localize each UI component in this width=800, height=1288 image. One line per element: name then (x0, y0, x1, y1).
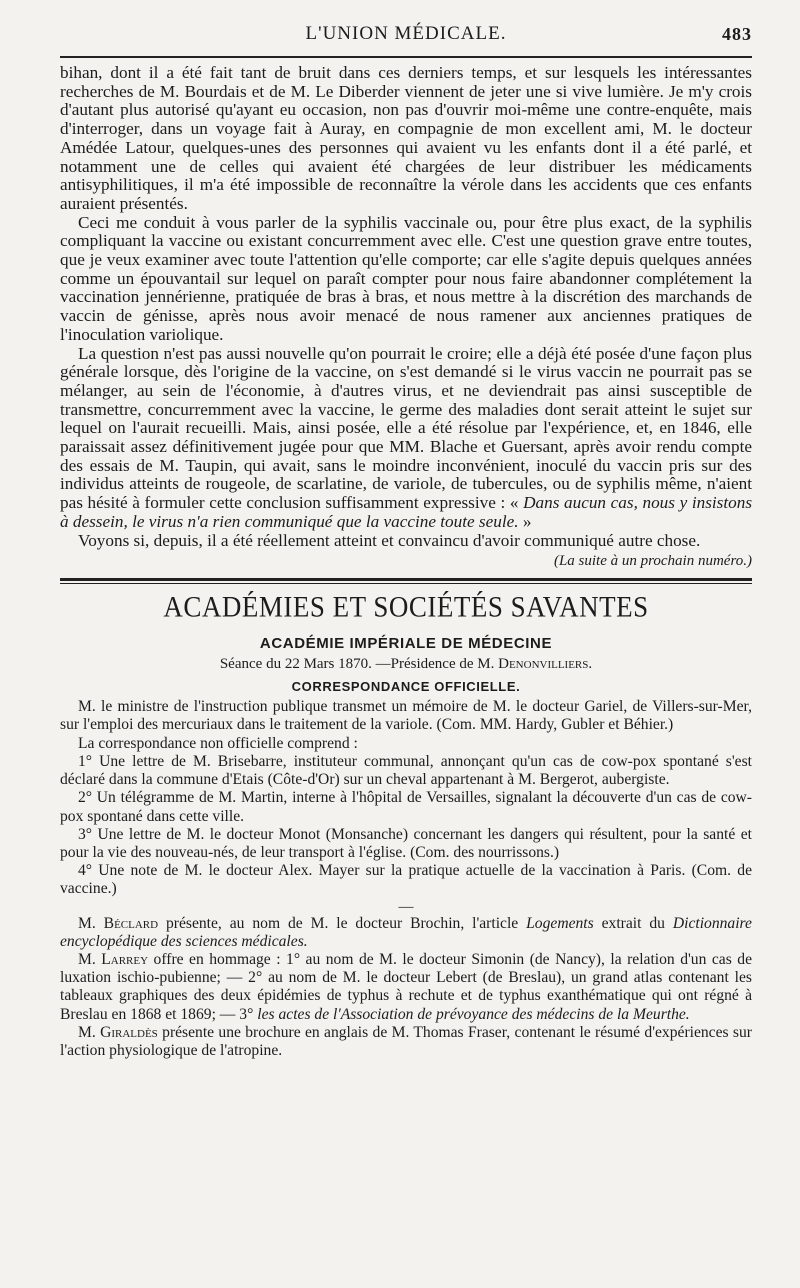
section-title: ACADÉMIES ET SOCIÉTÉS SAVANTES (163, 591, 649, 624)
president-name: Denonvilliers. (498, 656, 593, 673)
seance-line (60, 654, 752, 674)
separator-dash: — (398, 898, 414, 915)
running-head (60, 18, 752, 50)
giraldes-name: Giraldès (100, 1023, 158, 1041)
article-paragraph-3 (60, 345, 752, 532)
page-number: 483 (722, 24, 752, 44)
article-paragraph-4: Voyons si, depuis, il a été réellement atteint et convaincu d'avoir communiqué autre chose. (78, 530, 701, 550)
header-rule (60, 56, 752, 58)
larrey-paragraph: M. Larrey offre en hommage : 1° au nom de M. le docteur Simonin (de Nancy), la relation d'un cas de luxation ischio-pubienne; — 2° au nom de M. le docteur Lebert (de Breslau), un grand atlas contenant les tableaux graphiques des deux épidémies de typhus à rechute et de typhus exanthématique qui ont régné à Breslau en 1868 et 1869; — 3° les actes de l'Association de prévoyance des médecins de la Meurthe. (60, 950, 752, 1023)
correspondence-item-3: 3° Une lettre de M. le docteur Monot (Monsanche) concernant les dangers qui résultent, pour la santé et pour la vie des nouveau-nés, de leur transport à l'église. (Com. des nourrissons.) (60, 825, 752, 861)
official-correspondence: M. le ministre de l'instruction publique transmet un mémoire de M. le docteur Gariel, de Villers-sur-Mer, sur l'emploi des mercuriaux dans le traitement de la variole. (Com. MM. Hardy, Gubler et Béhier.) (60, 698, 752, 734)
section-divider (60, 578, 752, 584)
paragraph-3-quote: Dans aucun cas, nous y insistons à dessein, le virus n'a rien communiqué que la vaccine toute seule. (60, 493, 753, 531)
correspondence-heading: CORRESPONDANCE OFFICIELLE. (291, 679, 521, 695)
beclard-name: Béclard (103, 914, 159, 932)
article-paragraph-1: bihan, dont il a été fait tant de bruit dans ces derniers temps, et sur lesquels les intéressantes recherches de M. Bourdais et de M. Le Diberder viennent de jeter une si vive lumière. Je m'y crois d'autant plus autorisé qu'ayant eu occasion, non pas d'ouvrir moi-même une contre-enquête, mais d'interroger, dans un voyage fait à Auray, en compagnie de mon excellent ami, M. le docteur Amédée Latour, quelques-unes des personnes qui avaient vu les enfants dont il a été parlé, et notamment une de celles qui avaient été chargées de leur distribuer les médicaments antisyphilitiques, il m'a été impossible de reconnaître la vérole dans les accidents que ces enfants auraient présentés. (60, 63, 752, 213)
beclard-paragraph: M. Béclard présente, au nom de M. le docteur Brochin, l'article Logements extrait du Dictionnaire encyclopédique des sciences médicales. (60, 914, 752, 950)
correspondence-item-2: 2° Un télégramme de M. Martin, interne à l'hôpital de Versailles, signalant la découverte d'un cas de cow-pox spontané dans cette ville. (60, 789, 752, 825)
larrey-name: Larrey (101, 950, 149, 968)
correspondence-item-1: 1° Une lettre de M. Brisebarre, instituteur communal, annonçant qu'un cas de cow-pox spontané s'est déclaré dans la commune d'Etais (Côte-d'Or) sur un cheval appartenant à M. Bergerot, aubergiste. (60, 752, 752, 789)
running-title: L'UNION MÉDICALE. (305, 23, 507, 44)
article-body (60, 64, 752, 570)
seance-text: Séance du 22 Mars 1870. —Présidence de M. (219, 656, 495, 673)
correspondence-item-4: 4° Une note de M. le docteur Alex. Mayer sur la pratique actuelle de la vaccination à Paris. (Com. de vaccine.) (60, 862, 752, 898)
proceedings-body (60, 698, 752, 1060)
article-paragraph-2: Ceci me conduit à vous parler de la syphilis vaccinale ou, pour être plus exact, de la syphilis compliquant la vaccine ou existant concurremment avec elle. C'est une question grave entre toutes, que je veux examiner avec toute l'attention qu'elle comporte; car elle s'agite depuis quelques années comme un épouvantail sur lequel on paraît compter pour nous faire abandonner complétement la vaccination jennérienne, pratiquée de bras à bras, et nous mettre à la discrétion des marchands de vaccin de génisse, après nous avoir menacé de nous ramener aux anciennes pratiques de l'inoculation variolique. (60, 212, 752, 344)
nonofficial-intro: La correspondance non officielle comprend : (78, 734, 358, 752)
paragraph-3-close: » (522, 511, 532, 531)
continued-note: (La suite à un prochain numéro.) (553, 553, 752, 570)
paragraph-3-text: La question n'est pas aussi nouvelle qu'on pourrait le croire; elle a déjà été posée d'une façon plus générale lorsque, dès l'origine de la vaccine, on s'est demandé si le virus vaccin ne pourrait pas se mélanger, au sein de l'économie, à d'autres virus, et ne deviendrait pas ainsi susceptible de transmettre, concurremment avec la vaccine, le germe des maladies dont serait atteint le sujet sur lequel on l'aurait recueilli. Mais, ainsi posée, elle a été résolue par l'expérience, et, en 1846, elle paraissait assez définitivement jugée pour que MM. Blache et Guersant, après avoir rendu compte des essais de M. Taupin, qui avait, sans le moindre inconvénient, inoculé du vaccin pris sur des individus atteints de rougeole, de scarlatine, de variole, de tubercules, ou de syphilis même, n'aient pas hésité à formuler cette conclusion suffisamment expressive : « (60, 343, 752, 513)
giraldes-paragraph: M. Giraldès présente une brochure en anglais de M. Thomas Fraser, contenant le résumé d'expériences sur l'action physiologique de l'atropine. (60, 1023, 752, 1059)
academy-heading: ACADÉMIE IMPÉRIALE DE MÉDECINE (259, 635, 553, 653)
